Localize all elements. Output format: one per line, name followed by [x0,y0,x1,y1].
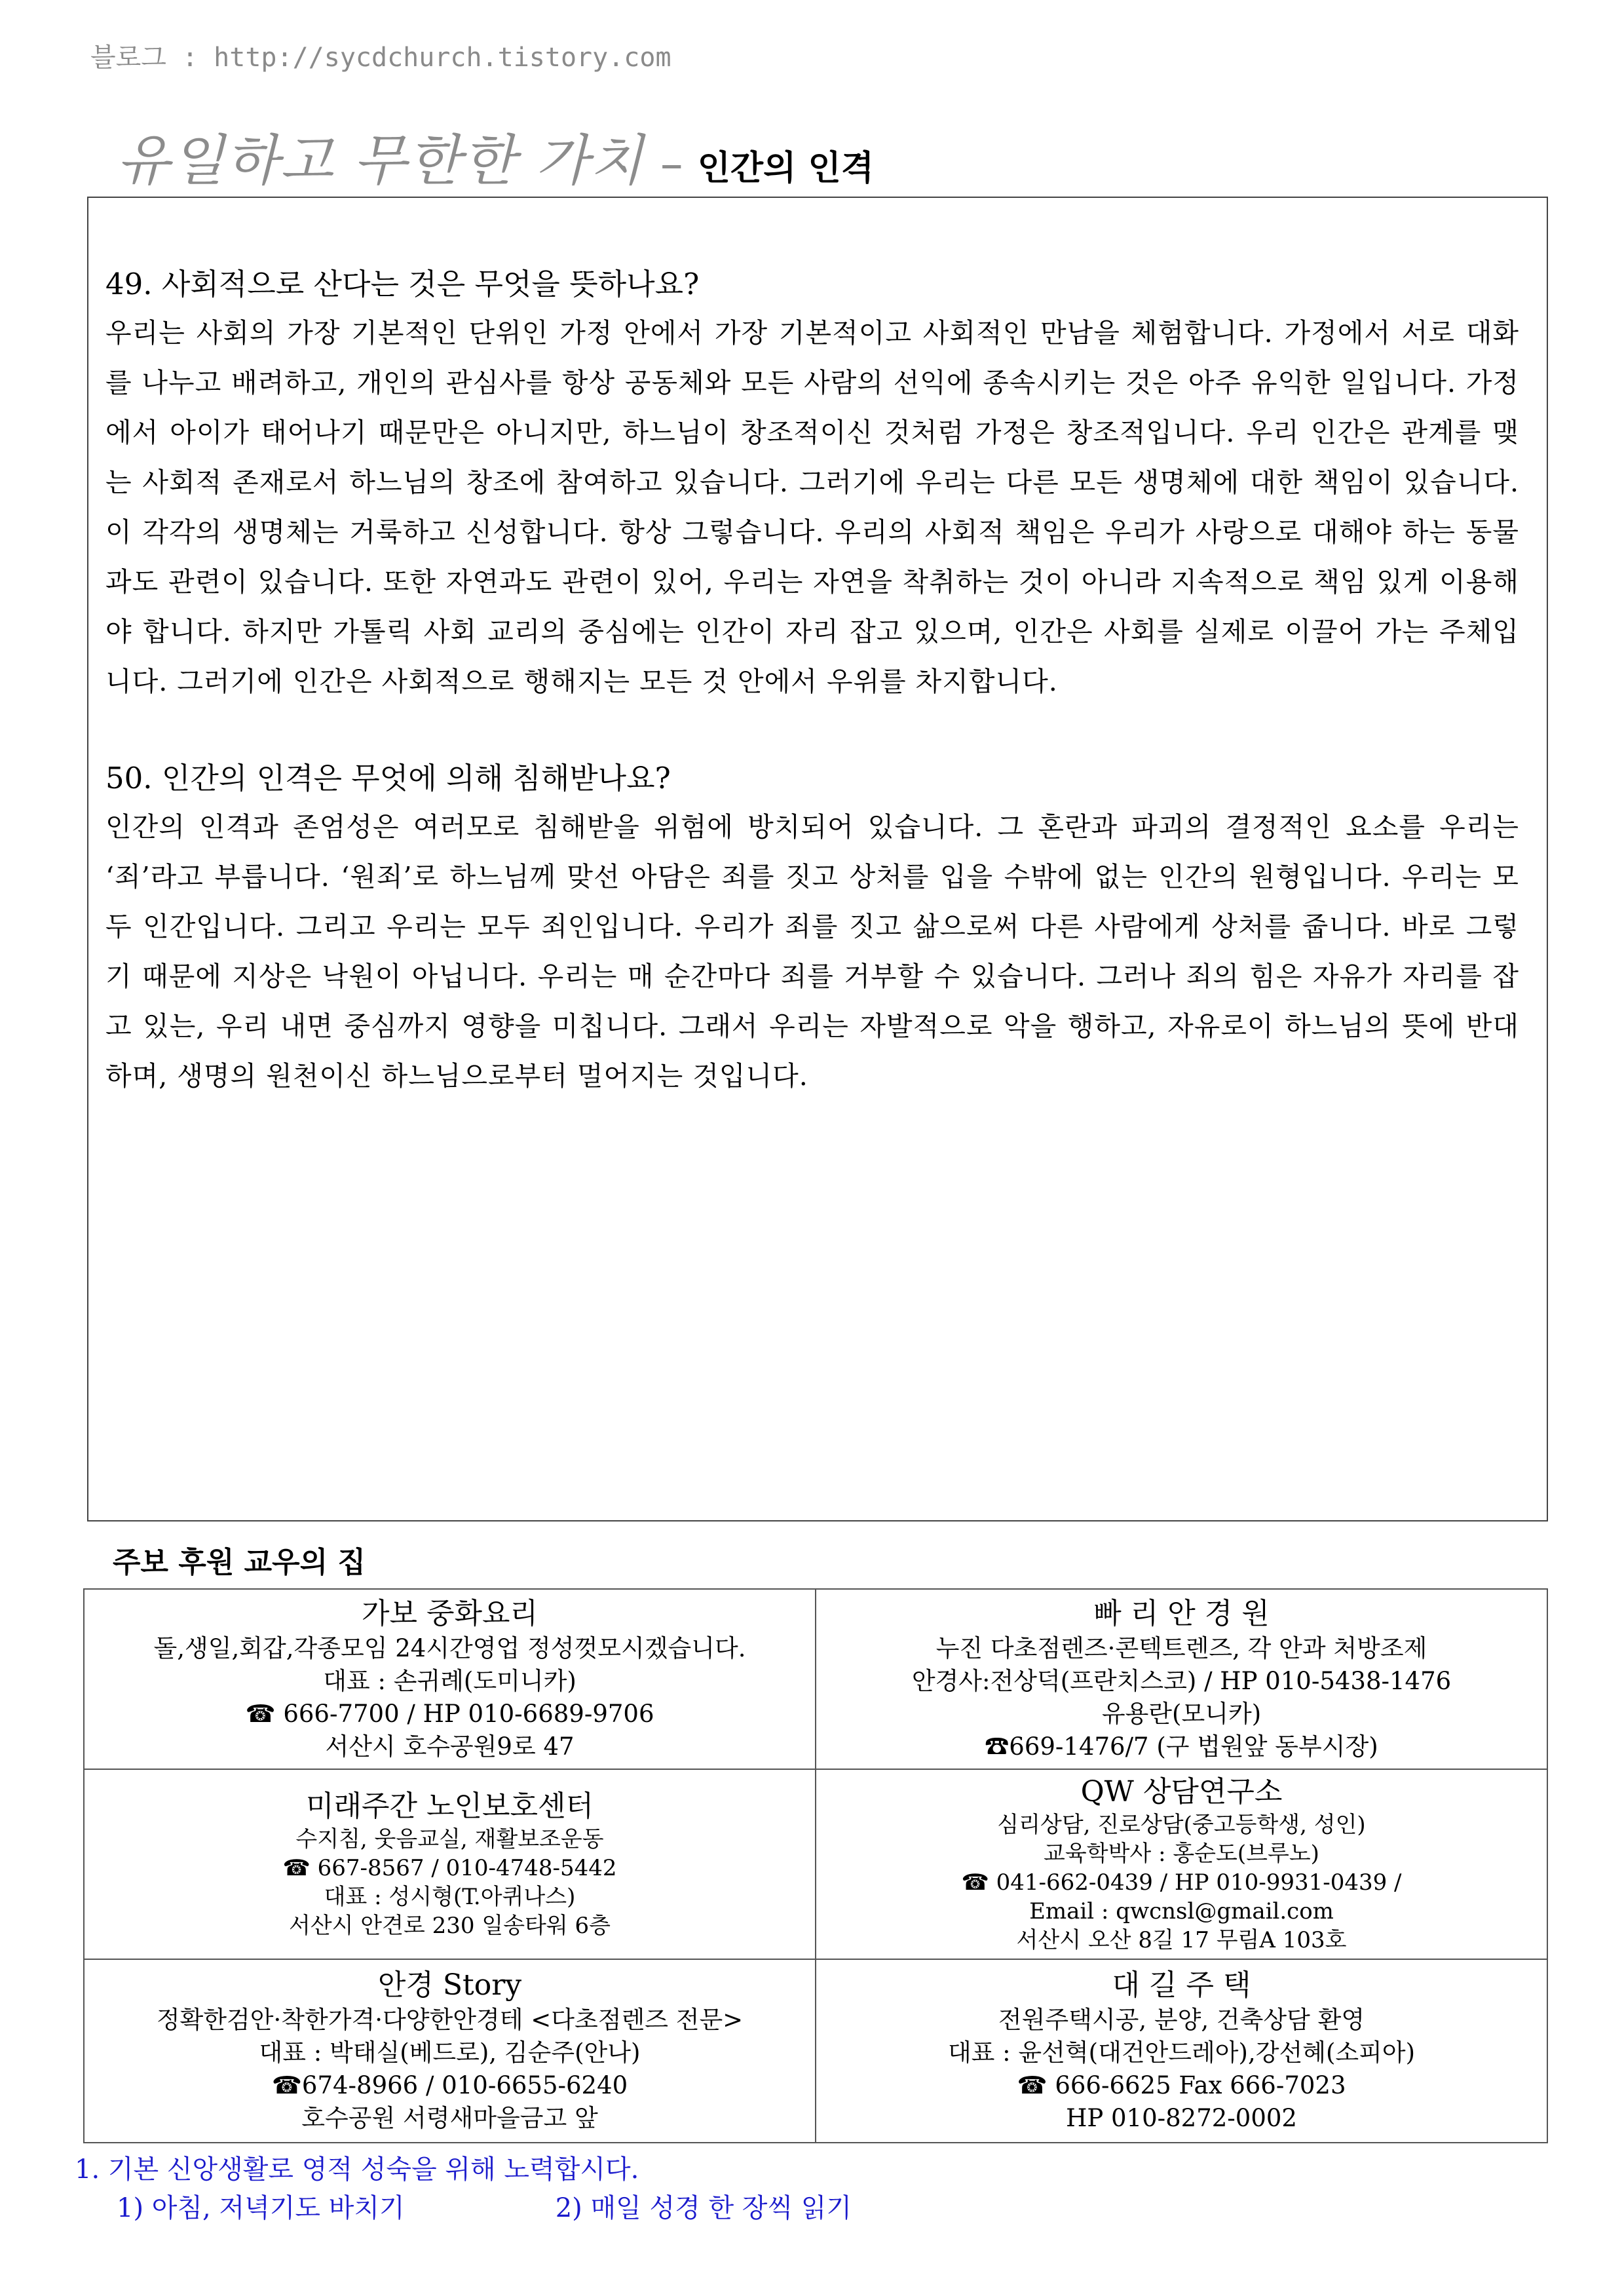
sponsor-line: 대표 : 박태실(베드로), 김순주(안나) [259,2038,641,2067]
sponsor-line: 돌,생일,회갑,각종모임 24시간영업 정성껏모시겠습니다. [153,1634,746,1662]
sponsor-line: 대표 : 윤선혁(대건안드레아),강선혜(소피아) [947,2038,1416,2067]
title-dash: – [660,137,683,191]
sponsor-address: 서산시 호수공원9로 47 [325,1732,575,1761]
sponsor-line: 수지침, 웃음교실, 재활보조운동 [295,1826,604,1852]
sponsor-name: 빠 리 안 경 원 [1093,1596,1270,1630]
sponsor-phone: HP 010-8272-0002 [1066,2104,1297,2132]
title-main: 유일하고 무한한 가치 [117,128,645,193]
sponsor-phone: ☎ 041-662-0439 / HP 010-9931-0439 / [961,1869,1402,1896]
sponsor-cell [84,1959,816,2143]
sponsor-address: 서산시 안견로 230 일송타워 6층 [288,1913,611,1939]
sponsor-cell [816,1589,1547,1769]
sponsor-cell [84,1769,816,1959]
question-50: 50. 인간의 인격은 무엇에 의해 침해받나요? [105,761,671,795]
sponsor-email: Email : qwcnsl@gmail.com [1029,1898,1334,1924]
footer-items [75,2189,852,2228]
footer-notice [75,2151,852,2228]
sponsor-line: 대표 : 성시형(T.아퀴나스) [324,1884,576,1910]
sponsor-phone: ☎ 666-7700 / HP 010-6689-9706 [245,1699,654,1728]
sponsor-cell [84,1589,816,1769]
sponsor-name: QW 상담연구소 [1080,1775,1283,1808]
sponsor-section-title: 주보 후원 교우의 집 [113,1546,366,1579]
sponsor-name: 가보 중화요리 [361,1596,538,1630]
question-49: 49. 사회적으로 산다는 것은 무엇을 뜻하나요? [105,267,700,301]
sponsor-address: 서산시 오산 8길 17 무림A 103호 [1016,1927,1347,1953]
sponsor-line: 교육학박사 : 홍순도(브루노) [1044,1841,1319,1867]
answer-49: 우리는 사회의 가장 기본적인 단위인 가정 안에서 가장 기본적이고 사회적인 만남을 체험합니다. 가정에서 서로 대화를 나누고 배려하고, 개인의 관심사를 항상 공동체와 모든 사람의 선익에 종속시키는 것은 아주 유익한 일입니다. 가정에서 아이가 태어나기 때문만은 아니지만, 하느님이 창조적이신 것처럼 가정은 창조적입니다. 우리 인간은 관계를 맺는 사회적 존재로서 하느님의 창조에 참여하고 있습니다. 그러기에 우리는 다른 모든 생명체에 대한 책임이 있습니다. 이 각각의 생명체는 거룩하고 신성합니다. 항상 그렇습니다. 우리의 사회적 책임은 우리가 사랑으로 대해야 하는 동물과도 관련이 있습니다. 또한 자연과도 관련이 있어, 우리는 자연을 착취하는 것이 아니라 지속적으로 책임 있게 이용해야 합니다. 하지만 가톨릭 사회 교리의 중심에는 인간이 자리 잡고 있으며, 인간은 사회를 실제로 이끌어 가는 주체입니다. 그러기에 인간은 사회적으로 행해지는 모든 것 안에서 우위를 차지합니다. [105,317,1519,697]
sponsor-cell [816,1959,1547,2143]
footer-item: 2) 매일 성경 한 장씩 읽기 [555,2193,852,2223]
sponsor-name: 안경 Story [377,1968,522,2002]
blog-url: 블로그 : http://sycdchurch.tistory.com [90,43,671,73]
sponsor-line: 누진 다초점렌즈·콘텍트렌즈, 각 안과 처방조제 [935,1634,1427,1662]
footer-item: 1) 아침, 저녁기도 바치기 [117,2193,405,2223]
sponsor-line: 심리상담, 진로상담(중고등학생, 성인) [997,1812,1366,1838]
sponsor-line: 전원주택시공, 분양, 건축상담 환영 [998,2006,1365,2034]
title-subtitle: 인간의 인격 [697,149,874,188]
sponsor-line: 대표 : 손귀례(도미니카) [323,1666,576,1695]
sponsor-line: 정확한검안·착한가격·다양한안경테 <다초점렌즈 전문> [156,2006,744,2034]
sponsor-name: 대 길 주 택 [1112,1968,1251,2002]
sponsor-phone: ☎ 667-8567 / 010-4748-5442 [282,1855,617,1881]
sponsor-phone: ☎674-8966 / 010-6655-6240 [271,2071,628,2099]
footer-line: 1. 기본 신앙생활로 영적 성숙을 위해 노력합시다. [75,2154,639,2185]
sponsor-table [83,1588,1548,2143]
sponsor-address: 호수공원 서령새마을금고 앞 [301,2104,598,2132]
sponsor-phone: ☎669-1476/7 (구 법원앞 동부시장) [985,1732,1378,1761]
answer-50: 인간의 인격과 존엄성은 여러모로 침해받을 위험에 방치되어 있습니다. 그 혼란과 파괴의 결정적인 요소를 우리는 ‘죄’라고 부릅니다. ‘원죄’로 하느님께 맞선 아담은 죄를 짓고 상처를 입을 수밖에 없는 인간의 원형입니다. 우리는 모두 인간입니다. 그리고 우리는 모두 죄인입니다. 우리가 죄를 짓고 삶으로써 다른 사람에게 상처를 줍니다. 바로 그렇기 때문에 지상은 낙원이 아닙니다. 우리는 매 순간마다 죄를 거부할 수 있습니다. 그러나 죄의 힘은 자유가 자리를 잡고 있는, 우리 내면 중심까지 영향을 미칩니다. 그래서 우리는 자발적으로 악을 행하고, 자유로이 하느님의 뜻에 반대하며, 생명의 원천이신 하느님으로부터 멀어지는 것입니다. [105,811,1519,1092]
sponsor-cell [816,1769,1547,1959]
sponsor-line: 유용란(모니카) [1101,1699,1262,1728]
sponsor-line: 안경사:전상덕(프란치스코) / HP 010-5438-1476 [911,1666,1452,1695]
catechism-box [87,197,1548,1521]
page-title [117,117,874,196]
sponsor-name: 미래주간 노인보호센터 [305,1789,594,1823]
sponsor-phone: ☎ 666-6625 Fax 666-7023 [1017,2071,1346,2099]
